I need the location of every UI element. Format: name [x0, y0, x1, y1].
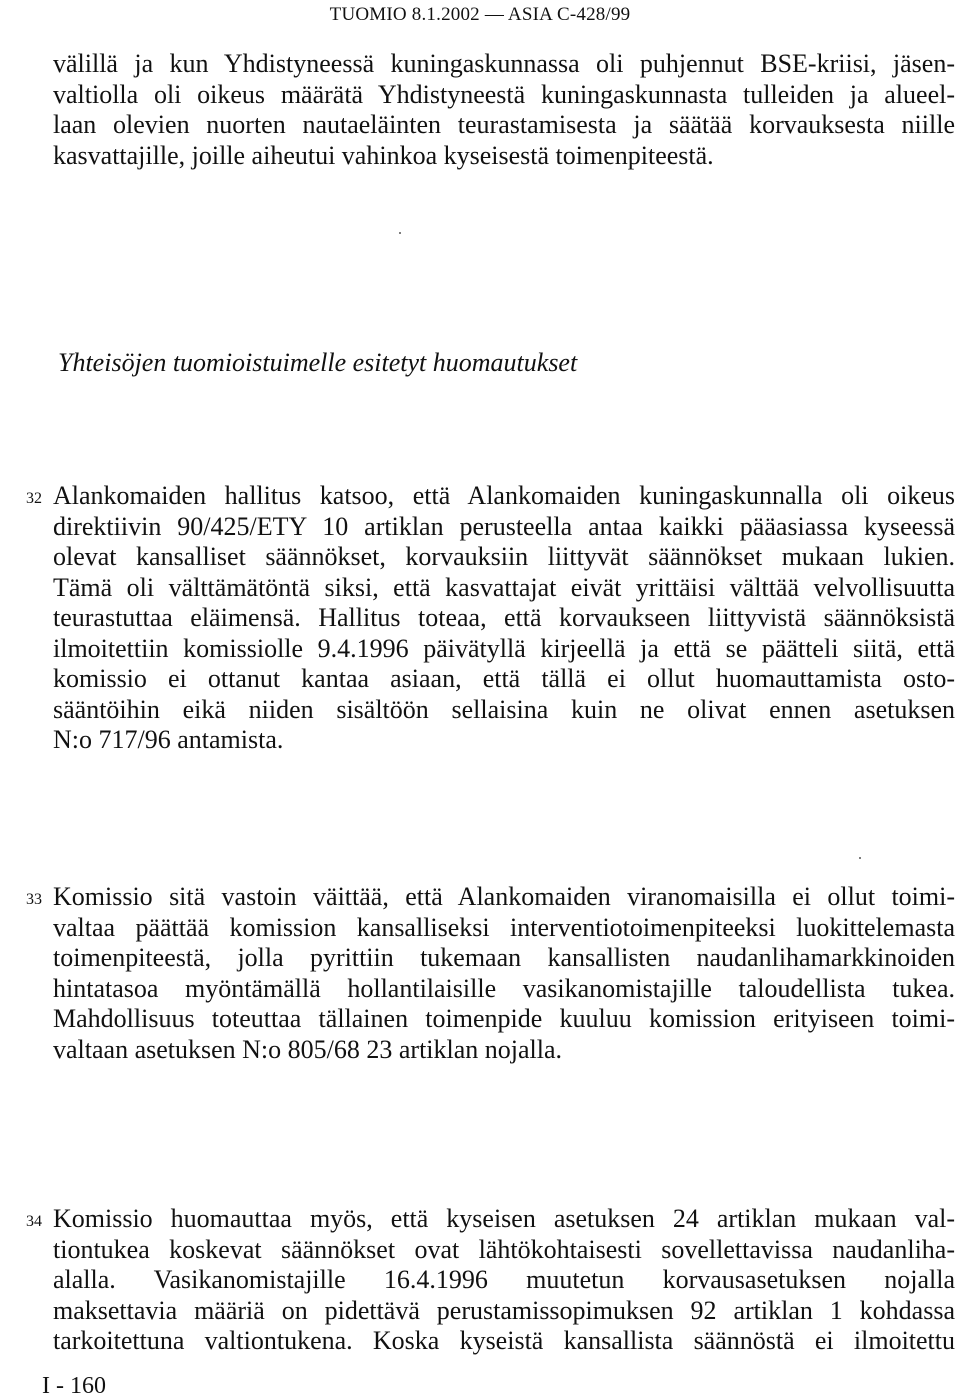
text-line: toimenpiteestä, jolla pyrittiin tukemaan kansallisten naudanlihamarkkinoiden	[53, 943, 955, 972]
paragraph-number: 34	[26, 1213, 42, 1230]
text-line: Alankomaiden hallitus katsoo, että Alankomaiden kuningaskunnalla oli oikeus	[53, 481, 955, 510]
page-number: I - 160	[42, 1373, 106, 1399]
text-line: komissio ei ottanut kantaa asiaan, että tällä ei ollut huomauttamista osto-	[53, 664, 955, 693]
text-line: valtaan asetuksen N:o 805/68 23 artiklan nojalla.	[53, 1034, 563, 1064]
text-line: direktiivin 90/425/ETY 10 artiklan perusteella antaa kaikki pääasiassa kyseessä	[53, 511, 955, 541]
text-line: tiontukea koskevat säännökset ovat lähtökohtaisesti sovellettavissa naudanliha-	[53, 1234, 955, 1264]
text-line: hintatasoa myöntämällä hollantilaisille vasikanomistajille taloudellista tukea.	[53, 973, 955, 1003]
paragraph-number: 32	[26, 490, 42, 507]
text-line: maksettavia määriä on pidettävä perustamissopimuksen 92 artiklan 1 kohdassa	[53, 1295, 955, 1325]
text-line: välillä ja kun Yhdistyneessä kuningaskunnassa oli puhjennut BSE-kriisi, jäsen-	[53, 49, 955, 78]
text-line: kasvattajille, joille aiheutui vahinkoa kyseisestä toimenpiteestä.	[53, 140, 714, 170]
text-line: alalla. Vasikanomistajille 16.4.1996 muutetun korvausasetuksen nojalla	[53, 1265, 955, 1294]
text-line: valtaa päättää komission kansalliseksi interventiotoimenpiteeksi luokittelemasta	[53, 912, 955, 942]
text-line: Tämä oli välttämätöntä siksi, että kasvattajat eivät yrittäisi välttää velvollisuutta	[53, 572, 955, 602]
text-line: Komissio sitä vastoin väittää, että Alankomaiden viranomaisilla ei ollut toimi-	[53, 882, 955, 911]
text-line: Komissio huomauttaa myös, että kyseisen asetuksen 24 artiklan mukaan val-	[53, 1204, 955, 1233]
text-line: tarkoitettuna valtiontukena. Koska kyseistä kansallista säännöstä ei ilmoitettu	[53, 1326, 955, 1355]
paragraph-33	[53, 882, 955, 1065]
scan-speck	[859, 857, 861, 859]
scan-speck	[399, 232, 401, 234]
text-line: N:o 717/96 antamista.	[53, 725, 284, 754]
text-line: valtiolla oli oikeus määrätä Yhdistyneestä kuningaskunnasta tulleiden ja alueel-	[53, 79, 955, 109]
paragraph-number: 33	[26, 891, 42, 908]
paragraph-34	[53, 1204, 955, 1357]
text-line: sääntöihin eikä niiden sisältöön sellaisina kuin ne olivat ennen asetuksen	[53, 694, 955, 724]
text-line: laan olevien nuorten nautaeläinten teurastamisesta ja säätää korvauksesta niille	[53, 110, 955, 139]
text-line: teurastuttaa eläimensä. Hallitus toteaa, että korvaukseen liittyvistä säännöksistä	[53, 603, 955, 632]
text-line: ilmoitettiin komissiolle 9.4.1996 päivätyllä kirjeellä ja että se päätteli siitä, että	[53, 633, 955, 663]
text-line: olevat kansalliset säännökset, korvauksiin liittyvät säännökset mukaan lukien.	[53, 542, 955, 571]
section-heading: Yhteisöjen tuomioistuimelle esitetyt huomautukset	[58, 348, 578, 377]
text-line: Mahdollisuus toteuttaa tällainen toimenpide kuuluu komission erityiseen toimi-	[53, 1004, 955, 1033]
paragraph-32	[53, 481, 955, 756]
intro-paragraph	[53, 49, 955, 171]
running-header: TUOMIO 8.1.2002 — ASIA C-428/99	[329, 4, 631, 25]
